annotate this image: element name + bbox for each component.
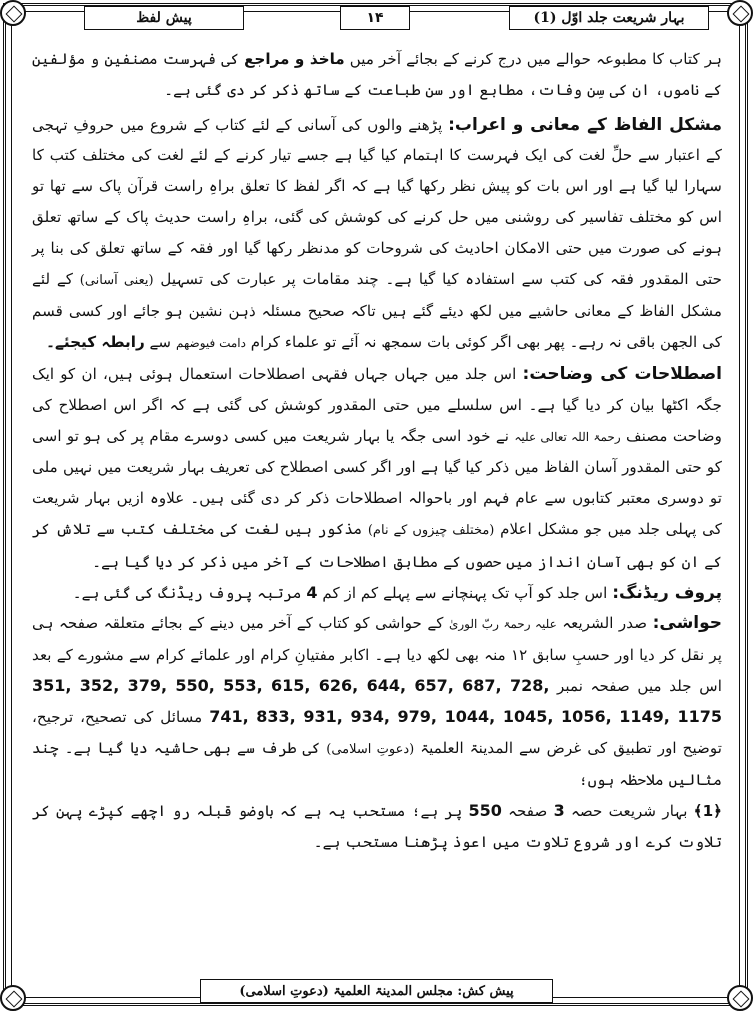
footer-box: پیش کش: مجلس المدینۃ العلمیۃ (دعوتِ اسلامی): [200, 979, 553, 1003]
heading-difficult-words: مشکل الفاظ کے معانی و اعراب:: [448, 114, 722, 135]
paragraph-proofreading: پروف ریڈنگ: اس جلد کو آپ تک پہنچانے سے پہلے کم از کم 4 مرتبہ پروف ریڈنگ کی گئی ہے۔: [72, 582, 722, 603]
paragraph-footnotes: حواشی: صدر الشریعہ علیہ رحمۃ ربّ الوریٰ کے حواشی کو کتاب کے آخر میں دینے کے بجائے متعلقہ صفحہ ہی پر نقل کر دیا اور حسبِ سابق ۱۲ منہ بھی لکھ دیا ہے۔ اکابر مفتیانِ کرام اور علمائے کرام سے مشورے کے بعد اس جلد میں صفحہ نمبر 351, 352, 379, 550, 553, 615, 626, 644, 657, 687, 728, 741, 833, 931, 934, 979, 1044, 1045, 1056, 1149, 1175 مسائل کی تصحیح، ترجیح، توضیح اور تطبیق کی غرض سے المدینۃ العلمیۃ (دعوتِ اسلامی) کی طرف سے بھی حاشیہ دیا گیا ہے۔ چند مثالیں ملاحظہ ہوں؛: [32, 613, 723, 790]
paragraph-sources: ہر کتاب کا مطبوعہ حوالے میں درج کرنے کے بجائے آخر میں ماخذ و مراجع کی فہرست مصنفین و مؤلفین کے ناموں، ان کی سِن وفات، مطابع اور سن طباعت کے ساتھ ذکر کر دی گئی ہے۔: [32, 50, 723, 99]
paragraph-terminology: اصطلاحات کی وضاحت: اس جلد میں جہاں جہاں فقہی اصطلاحات استعمال ہوئی ہیں، ان کو ایک جگہ اکٹھا بیان کر دیا گیا ہے۔ اس سلسلے میں حتی المقدور کوشش کی گئی ہے کہ اگر اس اصطلاح کی وضاحت مصنف رحمۃ اللہ تعالی علیہ نے خود اسی جگہ یا بہار شریعت میں کسی دوسرے مقام پر کی ہو تو اسی کو حتی المقدور آسان الفاظ میں ذکر کیا گیا ہے اور اگر کسی اصطلاح کی تعریف بہار شریعت میں نہیں ملی تو دوسری معتبر کتابوں سے عام فہم اور باحوالہ اصطلاحات ذکر کر دی گئی ہیں۔ علاوہ ازیں بہار شریعت کی پہلی جلد میں جو مشکل اعلام (مختلف چیزوں کے نام) مذکور ہیں لغت کی مختلف کتب سے تلاش کر کے ان کو بھی آسان انداز میں حصوں کے مطابق اصطلاحات کے آخر میں ذکر کر دیا گیا ہے۔: [32, 363, 723, 571]
paragraph-difficult-words: مشکل الفاظ کے معانی و اعراب: پڑھنے والوں کی آسانی کے لئے کتاب کے شروع میں حروفِ تہجی کے اعتبار سے حلِّ لغت کی ایک فہرست کا اہتمام کیا گیا ہے جسے تیار کرنے کے لئے لغت کی مختلف کتب کا سہارا لیا گیا ہے اور اس بات کو پیش نظر رکھا گیا ہے کہ اگر لفظ کا تعلق براہِ راست قرآن پاک سے تھا تو اس کو مختلف تفاسیر کی روشنی میں حل کرنے کی کوشش کی گئی، براہِ راست حدیث پاک کے ساتھ تعلق ہونے کی صورت میں حتی الامکان احادیث کی شروحات کو مدنظر رکھا گیا اور فقہ کے ساتھ تعلق کی بنا پر حتی المقدور فقہ کی کتب سے استفادہ کیا گیا ہے۔ چند مقامات پر عبارت کی تسہیل (یعنی آسانی) کے لئے مشکل الفاظ کے معانی حاشیے میں لکھ دیئے گئے ہیں تاکہ صحیح مسئلہ ذہن نشین ہو جائے اور کسی قسم کی الجھن باقی نہ رہے۔ پھر بھی اگر کوئی بات سمجھ نہ آئے تو علماء کرام دامت فیوضھم سے رابطہ کیجئے۔: [32, 114, 723, 352]
page-number-list: 351, 352, 379, 550, 553, 615, 626, 644, 657, 687, 728, 741, 833, 931, 934, 979, 1044, 1045, 1056, 1149, 1175: [32, 675, 723, 726]
corner-ornament-icon: [727, 0, 753, 26]
page-number: ۱۴: [340, 6, 410, 30]
heading-terminology: اصطلاحات کی وضاحت:: [522, 363, 722, 384]
example-1: ﴿1﴾ بہار شریعت حصہ 3 صفحہ 550 پر ہے؛ مستحب یہ ہے کہ باوضو قبلہ رو اچھے کپڑے پہن کر تلاوت کرے اور شروع تلاوت میں اعوذ پڑھنا مستحب ہے۔: [32, 801, 723, 851]
section-title: پیش لفظ: [84, 6, 244, 30]
corner-ornament-icon: [0, 985, 26, 1011]
page-body: [32, 44, 722, 956]
corner-ornament-icon: [0, 0, 26, 26]
book-title: بہار شریعت جلد اوّل (1): [509, 6, 709, 30]
corner-ornament-icon: [727, 985, 753, 1011]
heading-footnotes: حواشی:: [652, 613, 723, 634]
page-footer: [200, 979, 553, 1005]
heading-proofreading: پروف ریڈنگ:: [612, 582, 722, 603]
page-header: [44, 6, 709, 32]
